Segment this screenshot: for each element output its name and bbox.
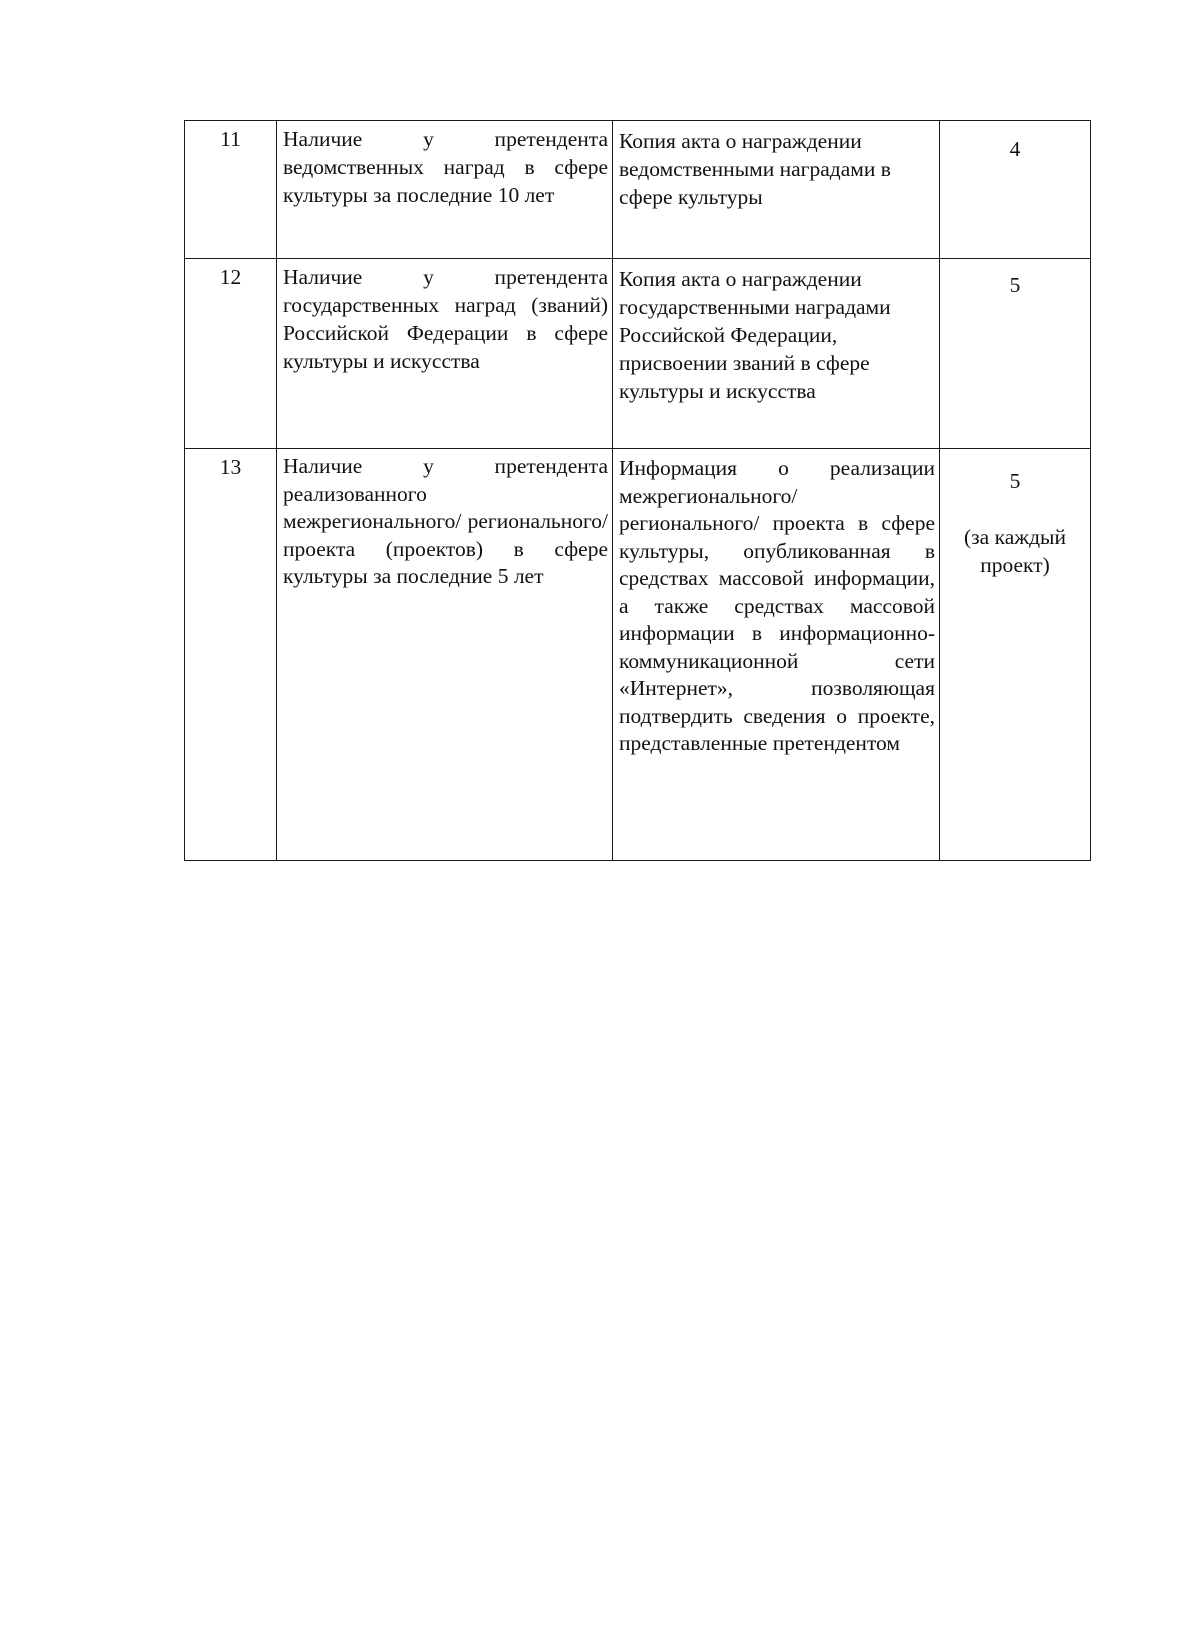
row-number: 13 (185, 449, 277, 861)
score-value: 4 (1009, 137, 1021, 161)
score-note: (за каждый проект) (964, 525, 1066, 577)
table-row (185, 259, 1091, 449)
score-value: 5 (1009, 469, 1021, 493)
document-text: Информация о реализации межрегионального/ регионального/ проекта в сфере культуры, опубликованная в средствах массовой информации, а также средствах массовой информации в информационно-коммуникационной сети «Интернет», позволяющая подтвердить сведения о проекте, представленные претендентом (613, 449, 940, 861)
score-cell (940, 121, 1091, 259)
criteria-table (184, 120, 1091, 861)
score-value: 5 (1009, 273, 1021, 297)
table-row (185, 121, 1091, 259)
criterion-text: Наличие у претендента ведомственных наград в сфере культуры за последние 10 лет (277, 121, 613, 259)
table-row (185, 449, 1091, 861)
criterion-text: Наличие у претендента реализованного межрегионального/ регионального/ проекта (проектов) в сфере культуры за последние 5 лет (277, 449, 613, 861)
row-number: 11 (185, 121, 277, 259)
document-text: Копия акта о награждении ведомственными наградами в сфере культуры (613, 121, 940, 259)
score-cell (940, 259, 1091, 449)
document-text: Копия акта о награждении государственными наградами Российской Федерации, присвоении званий в сфере культуры и искусства (613, 259, 940, 449)
score-cell (940, 449, 1091, 861)
row-number: 12 (185, 259, 277, 449)
criterion-text: Наличие у претендента государственных наград (званий) Российской Федерации в сфере культуры и искусства (277, 259, 613, 449)
